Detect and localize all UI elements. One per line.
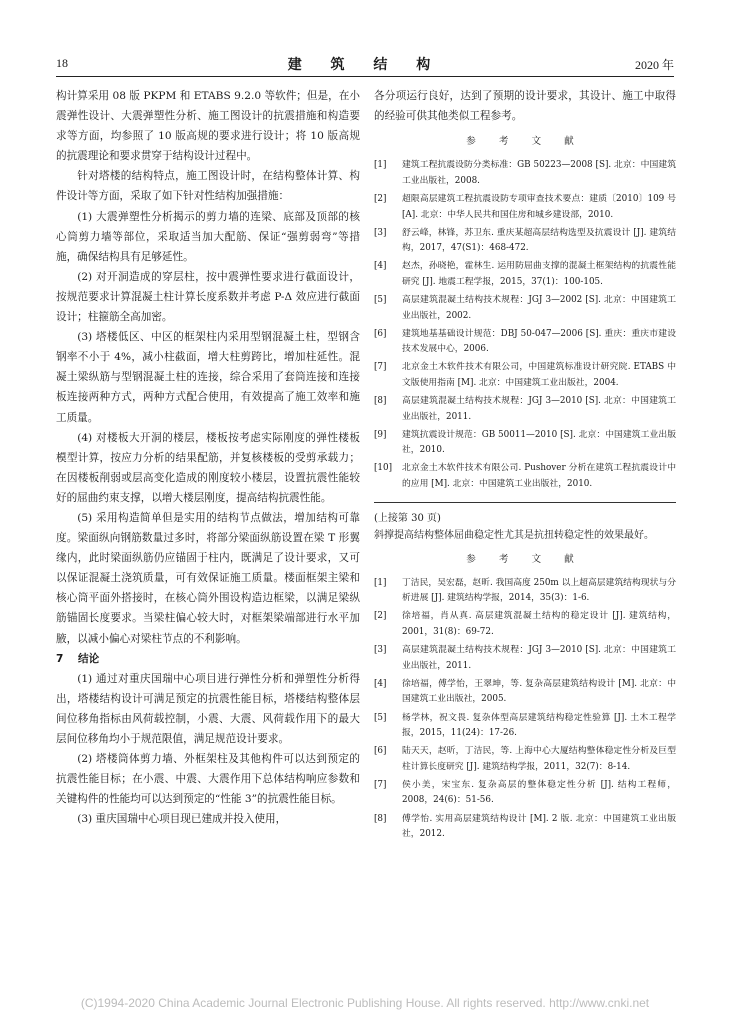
reference-number: [10]	[374, 463, 393, 474]
conclusion-paragraph: (1) 通过对重庆国瑞中心项目进行弹性分析和弹塑性分析得出，塔楼结构设计可满足预定的抗震性能目标，塔楼结构整体层间位移角指标由风荷载控制，小震、大震、风荷载作用下的最大层间位移角均小于规范限值，满足规范设计要求。	[56, 672, 360, 745]
reference-number: [7]	[374, 779, 387, 790]
reference-item	[374, 677, 676, 708]
reference-number: [4]	[374, 261, 387, 272]
reference-text: 建筑地基基础设计规范：DBJ 50-047—2006 [S]. 重庆：重庆市建设技术发展中心，2006.	[402, 328, 676, 355]
reference-item	[374, 158, 676, 189]
page-number: 18	[56, 56, 68, 70]
reference-number: [7]	[374, 362, 387, 373]
reference-text: 陆天天，赵昕，丁洁民，等. 上海中心大厦结构整体稳定性分析及巨型柱计算长度研究 [J]. 建筑结构学报，2011，32(7)：8-14.	[402, 746, 676, 772]
reference-text: 赵杰，孙晓艳，霍林生. 运用防屈曲支撑的混凝土框架结构的抗震性能研究 [J]. 地震工程学报，2015，37(1)：100-105.	[402, 261, 676, 287]
section-number: 7	[56, 652, 64, 665]
reference-number: [3]	[374, 645, 387, 656]
reference-text: 丁洁民，吴宏磊，赵昕. 我国高度 250m 以上超高层建筑结构现状与分析进展 [J]. 建筑结构学报，2014，35(3)：1-6.	[402, 577, 676, 604]
issue-year: 2020 年	[634, 58, 674, 72]
reference-number: [2]	[374, 611, 387, 622]
reference-number: [5]	[374, 712, 387, 723]
reference-list	[374, 576, 676, 843]
reference-item	[374, 744, 676, 775]
reference-item	[374, 327, 676, 358]
reference-item	[374, 711, 676, 742]
right-column	[374, 86, 676, 845]
references-heading: 参 考 文 献	[466, 553, 584, 565]
reference-item	[374, 394, 676, 425]
reference-number: [9]	[374, 429, 387, 440]
continued-from-note: (上接第 30 页)	[374, 512, 441, 524]
reference-text: 高层建筑混凝土结构技术规程：JGJ 3—2010 [S]. 北京：中国建筑工业出版社，2011.	[402, 396, 676, 422]
reference-text: 侯小美，宋宝东. 复杂高层的整体稳定性分析 [J]. 结构工程师，2008，24(6)：51-56.	[402, 779, 676, 806]
continued-paragraph: 斜撑提高结构整体屈曲稳定性尤其是抗扭转稳定性的效果最好。	[374, 529, 654, 541]
reference-item	[374, 428, 676, 459]
reference-number: [1]	[374, 577, 387, 588]
reference-item	[374, 259, 676, 290]
body-paragraph: (1) 大震弹塑性分析揭示的剪力墙的连梁、底部及顶部的核心筒剪力墙等部位，采取适当加大配筋、保证“强剪弱弯”等措施，确保结构具有足够延性。	[56, 210, 360, 263]
reference-number: [2]	[374, 193, 387, 204]
section-title: 结论	[78, 652, 100, 665]
body-paragraph: (4) 对楼板大开洞的楼层，楼板按考虑实际刚度的弹性楼板模型计算，按应力分析的结果配筋，并复核楼板的受剪承载力；在因楼板削弱或层高变化造成的刚度较小楼层，设置抗震性能较好的屈曲约束支撑，以增大楼层刚度，提高结构抗震性能。	[56, 431, 360, 504]
reference-text: 建筑抗震设计规范：GB 50011—2010 [S]. 北京：中国建筑工业出版社，2010.	[402, 429, 676, 456]
reference-text: 北京金土木软件技术有限公司，中国建筑标准设计研究院. ETABS 中文版使用指南 [M]. 北京：中国建筑工业出版社，2004.	[402, 362, 676, 388]
conclusion-paragraph: (3) 重庆国瑞中心项目现已建成并投入使用，	[77, 813, 287, 826]
reference-number: [5]	[374, 295, 387, 306]
body-paragraph: 构计算采用 08 版 PKPM 和 ETABS 9.2.0 等软件；但是，在小震弹性设计、大震弹塑性分析、施工图设计的抗震措施和构造要求等方面，均参照了 10 版高规的要求进行设计；将 10 版高规的抗震理论和要求贯穿于结构设计过程中。	[56, 90, 360, 163]
reference-item	[374, 778, 676, 809]
reference-item	[374, 192, 676, 223]
reference-text: 高层建筑混凝土结构技术规程：JGJ 3—2002 [S]. 北京：中国建筑工业出版社，2002.	[402, 295, 676, 321]
journal-title: 建 筑 结 构	[287, 57, 443, 73]
body-paragraph: (5) 采用构造简单但是实用的结构节点做法，增加结构可靠度。梁面纵向钢筋数量过多时，将部分梁面纵筋设置在梁 T 形翼缘内，此时梁面纵筋仍应锚固于柱内，既满足了设计要求，又可以保证混凝土浇筑质量，可有效保证施工质量。楼面框架主梁和核心筒平面外搭接时，在核心筒外围设构造边框梁，以满足梁纵筋锚固长度要求。当梁柱偏心较大时，对框架梁端部进行水平加腋，以减小偏心对梁柱节点的不利影响。	[56, 511, 360, 645]
reference-number: [3]	[374, 227, 387, 238]
reference-text: 徐培福，傅学怡，王翠坤，等. 复杂高层建筑结构设计 [M]. 北京：中国建筑工业出版社，2005.	[402, 678, 676, 705]
reference-text: 北京金土木软件技术有限公司. Pushover 分析在建筑工程抗震设计中的应用 [M]. 北京：中国建筑工业出版社，2010.	[402, 463, 676, 490]
reference-list	[374, 158, 676, 492]
references-heading: 参 考 文 献	[466, 136, 584, 148]
reference-item	[374, 643, 676, 674]
reference-item	[374, 576, 676, 607]
reference-number: [8]	[374, 813, 387, 824]
conclusion-paragraph: (2) 塔楼筒体剪力墙、外框架柱及其他构件可以达到预定的抗震性能目标；在小震、中震、大震作用下总体结构响应参数和关键构件的性能均可以达到预定的“性能 3”的抗震性能目标。	[56, 753, 360, 806]
reference-number: [6]	[374, 328, 387, 339]
reference-item	[374, 812, 676, 843]
body-paragraph: 针对塔楼的结构特点，施工图设计时，在结构整体计算、构件设计等方面，采取了如下针对性结构加强措施：	[56, 170, 360, 203]
left-column	[56, 86, 360, 829]
reference-number: [1]	[374, 160, 387, 171]
reference-text: 高层建筑混凝土结构技术规程：JGJ 3—2010 [S]. 北京：中国建筑工业出版社，2011.	[402, 645, 676, 671]
reference-item	[374, 293, 676, 324]
reference-number: [4]	[374, 678, 387, 689]
reference-item	[374, 461, 676, 492]
reference-item	[374, 609, 676, 640]
reference-text: 徐培福，肖从真. 高层建筑混凝土结构的稳定设计 [J]. 建筑结构，2001，31(8)：69-72.	[402, 611, 676, 638]
reference-number: [8]	[374, 396, 387, 407]
page-header	[56, 56, 674, 77]
body-paragraph: (2) 对开洞造成的穿层柱，按中震弹性要求进行截面设计，按规范要求计算混凝土柱计算长度系数并考虑 P-Δ 效应进行截面设计；柱箍筋全高加密。	[56, 270, 360, 324]
reference-text: 超限高层建筑工程抗震设防专项审查技术要点：建质〔2010〕109 号 [A]. 北京：中华人民共和国住房和城乡建设部，2010.	[402, 193, 676, 220]
reference-text: 杨学林，祝文畏. 复杂体型高层建筑结构稳定性验算 [J]. 土木工程学报，2015，11(24)：17-26.	[402, 712, 676, 739]
body-paragraph: (3) 塔楼低区、中区的框架柱内采用型钢混凝土柱，型钢含钢率不小于 4%，减小柱截面，增大柱剪跨比，增加柱延性。混凝土梁纵筋与型钢混凝土柱的连接，综合采用了套筒连接和连接板连接两种方式，两种方式配合使用，有效提高了施工效率和施工质量。	[56, 331, 360, 424]
article-divider	[374, 502, 676, 503]
reference-text: 傅学怡. 实用高层建筑结构设计 [M]. 2 版. 北京：中国建筑工业出版社，2012.	[402, 813, 676, 840]
section-heading	[56, 649, 360, 669]
reference-item	[374, 226, 676, 257]
body-paragraph: 各分项运行良好，达到了预期的设计要求，其设计、施工中取得的经验可供其他类似工程参考。	[374, 90, 676, 123]
reference-number: [6]	[374, 746, 387, 757]
copyright-footer: (C)1994-2020 China Academic Journal Electronic Publishing House. All rights reserved. http://www.cnki.net	[80, 996, 650, 1010]
reference-text: 舒云峰，林锋，苏卫东. 重庆某超高层结构选型及抗震设计 [J]. 建筑结构，2017，47(S1)：468-472.	[402, 227, 676, 254]
reference-text: 建筑工程抗震设防分类标准：GB 50223—2008 [S]. 北京：中国建筑工业出版社，2008.	[402, 160, 676, 186]
reference-item	[374, 360, 676, 391]
